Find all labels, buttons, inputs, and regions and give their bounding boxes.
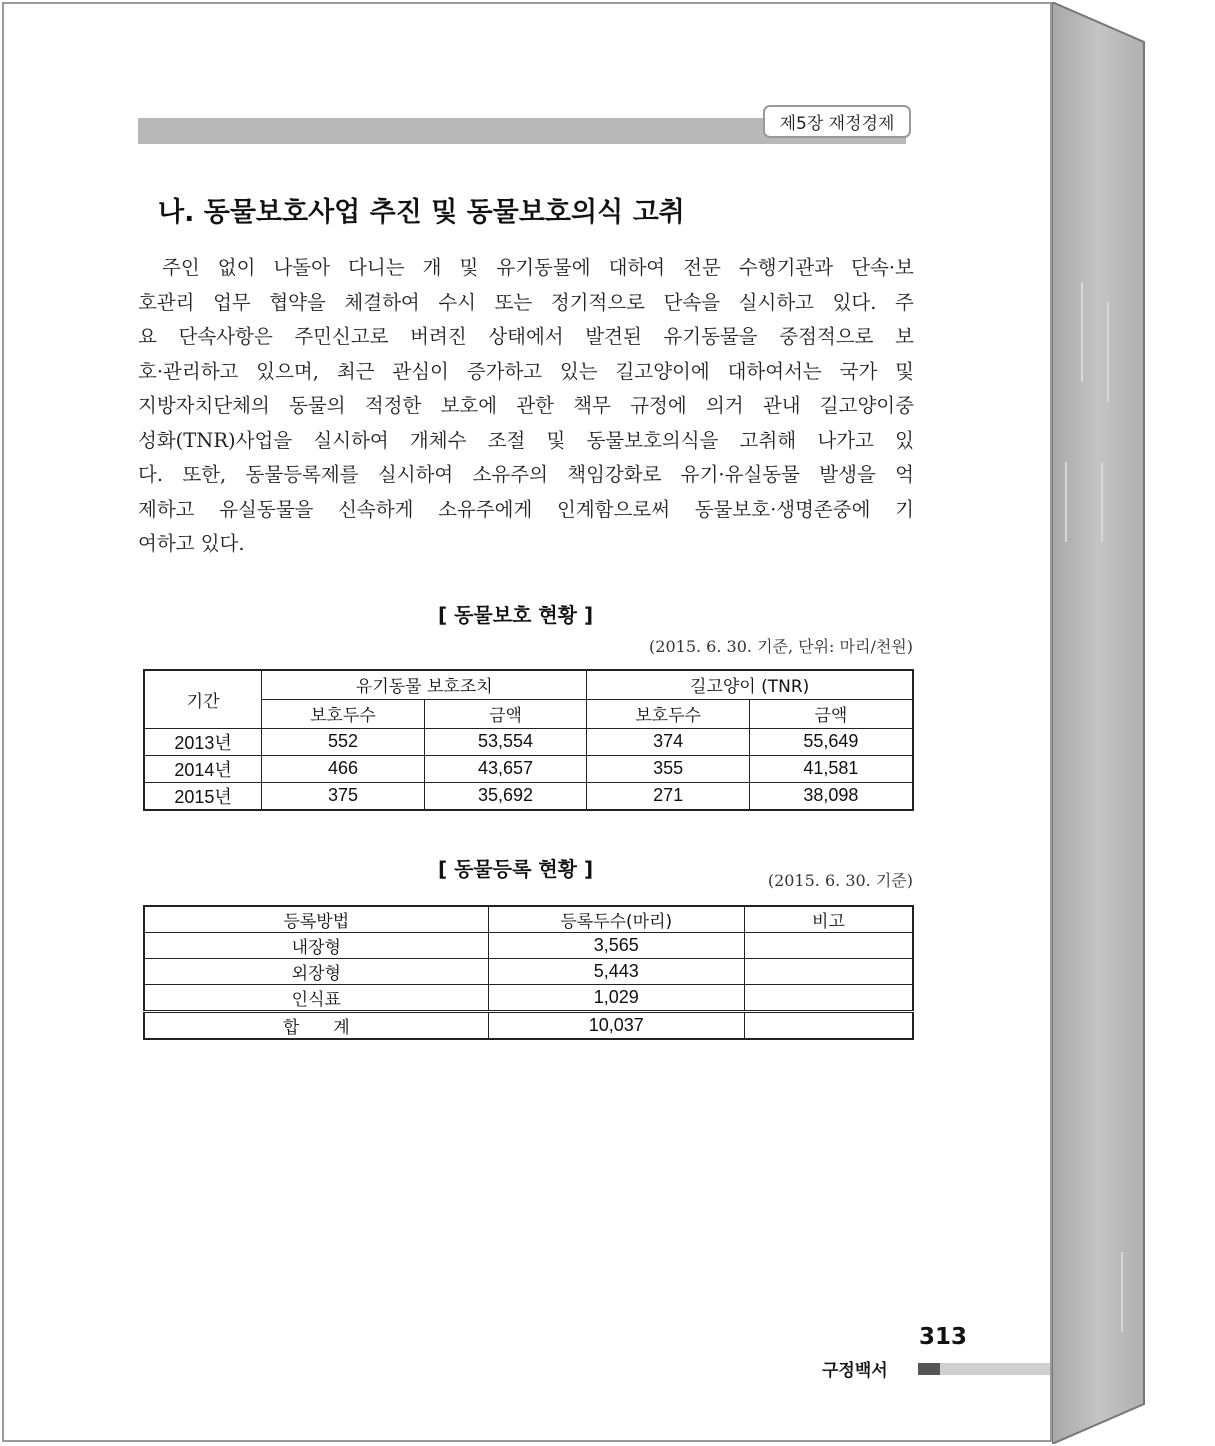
- cell-remark: [744, 1012, 913, 1040]
- footer-bar: [918, 1363, 1050, 1375]
- cell-method: 외장형: [144, 959, 488, 985]
- cell-value: 55,649: [749, 728, 913, 755]
- subheader-amount: 금액: [749, 699, 913, 728]
- animal-registration-table: [143, 905, 914, 1040]
- cell-count: 5,443: [488, 959, 744, 985]
- chapter-tab: 제5장 재정경제: [763, 105, 911, 138]
- cell-value: 43,657: [424, 755, 587, 782]
- body-line: 여하고 있다.: [138, 532, 245, 555]
- table-row-total: [144, 1012, 913, 1040]
- cell-count: 1,029: [488, 985, 744, 1012]
- section-title: 나. 동물보호사업 추진 및 동물보호의식 고취: [158, 197, 685, 228]
- cell-value: 374: [587, 728, 750, 755]
- body-line: 호관리 업무 협약을 체결하여 수시 또는 정기적으로 단속을 실시하고 있다. 주: [138, 290, 914, 314]
- table1-note: (2015. 6. 30. 기준, 단위: 마리/천원): [649, 637, 913, 656]
- table2-note: (2015. 6. 30. 기준): [767, 871, 913, 890]
- table-row: [144, 755, 913, 782]
- cell-remark: [744, 933, 913, 959]
- table-row: [144, 728, 913, 755]
- table-row: [144, 933, 913, 959]
- cell-value: 271: [587, 782, 750, 810]
- body-line: 지방자치단체의 동물의 적정한 보호에 관한 책무 규정에 의거 관내 길고양이중: [138, 394, 914, 417]
- cell-value: 38,098: [749, 782, 913, 810]
- cell-value: 35,692: [424, 782, 587, 810]
- cell-period: 2015년: [144, 782, 262, 810]
- header-count: 등록두수(마리): [488, 906, 744, 933]
- footer-label: 구정백서: [822, 1361, 888, 1381]
- cell-value: 375: [262, 782, 425, 810]
- table-row: [144, 959, 913, 985]
- subheader-amount: 금액: [424, 699, 587, 728]
- cell-method: 내장형: [144, 933, 488, 959]
- body-line: 다. 또한, 동물등록제를 실시하여 소유주의 책임강화로 유기·유실동물 발생을 억: [138, 463, 914, 486]
- body-line: 제하고 유실동물을 신속하게 소유주에게 인계함으로써 동물보호·생명존중에 기: [138, 497, 914, 521]
- body-line: 요 단속사항은 주민신고로 버려진 상태에서 발견된 유기동물을 중점적으로 보: [138, 325, 914, 348]
- animal-protection-table: [143, 669, 914, 811]
- subheader-count: 보호두수: [262, 699, 425, 728]
- body-line: 성화(TNR)사업을 실시하여 개체수 조절 및 동물보호의식을 고취해 나가고 있: [138, 428, 914, 452]
- cell-remark: [744, 985, 913, 1012]
- table-row: [144, 782, 913, 810]
- cell-remark: [744, 959, 913, 985]
- cell-period: 2014년: [144, 755, 262, 782]
- cell-count: 3,565: [488, 933, 744, 959]
- subheader-count: 보호두수: [587, 699, 750, 728]
- cell-method: 인식표: [144, 985, 488, 1012]
- cell-value: 355: [587, 755, 750, 782]
- body-line: 주인 없이 나돌아 다니는 개 및 유기동물에 대하여 전문 수행기관과 단속·보: [162, 256, 914, 279]
- cell-count: 10,037: [488, 1012, 744, 1040]
- header-period: 기간: [144, 670, 262, 728]
- header-remark: 비고: [744, 906, 913, 933]
- body-line: 호·관리하고 있으며, 최근 관심이 증가하고 있는 길고양이에 대하여서는 국가 및: [138, 359, 914, 383]
- cell-value: 466: [262, 755, 425, 782]
- cell-period: 2013년: [144, 728, 262, 755]
- header-method: 등록방법: [144, 906, 488, 933]
- header-abandoned-animals: 유기동물 보호조치: [262, 670, 587, 699]
- cell-method: 합 계: [144, 1012, 488, 1040]
- table1-title: [ 동물보호 현황 ]: [438, 603, 594, 627]
- table-row: [144, 985, 913, 1012]
- cell-value: 41,581: [749, 755, 913, 782]
- page-number: 313: [919, 1324, 968, 1350]
- body-paragraph: [138, 251, 914, 562]
- table2-title: [ 동물등록 현황 ]: [438, 857, 594, 881]
- header-stray-cats: 길고양이 (TNR): [587, 670, 913, 699]
- cell-value: 53,554: [424, 728, 587, 755]
- cell-value: 552: [262, 728, 425, 755]
- book-edge-illustration: [1052, 2, 1152, 1444]
- footer-bar-accent: [918, 1363, 940, 1375]
